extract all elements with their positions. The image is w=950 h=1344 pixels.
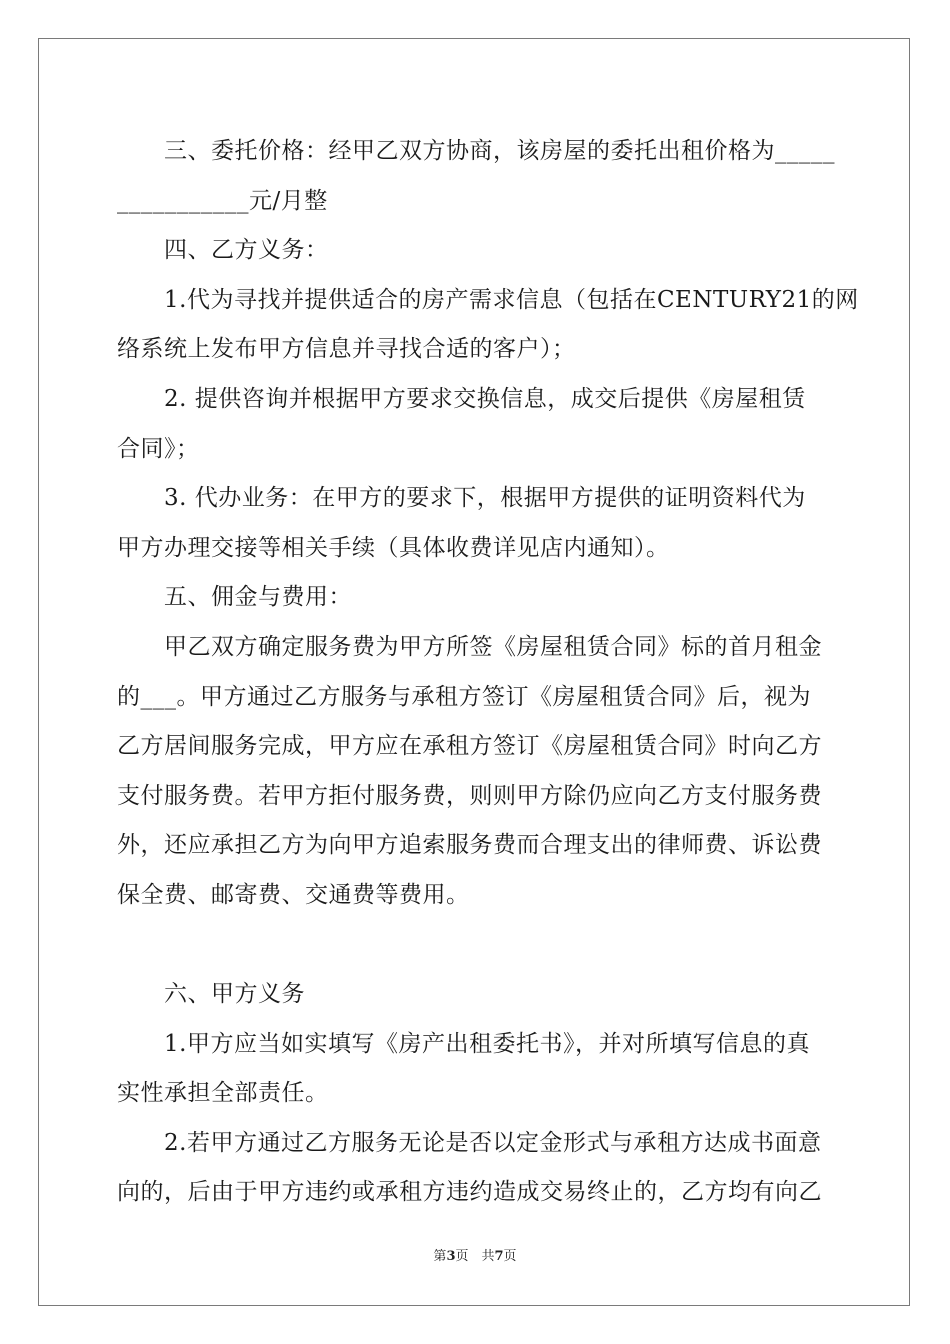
text-line: 乙方居间服务完成，甲方应在承租方签订《房屋租赁合同》时向乙方 — [117, 733, 822, 760]
text-line: 络系统上发布甲方信息并寻找合适的客户）； — [117, 336, 576, 363]
text-line: 1.甲方应当如实填写《房产出租委托书》，并对所填写信息的真 — [117, 1030, 810, 1057]
text-line: 3. 代办业务：在甲方的要求下，根据甲方提供的证明资料代为 — [117, 485, 806, 512]
text-line: 1.代为寻找并提供适合的房产需求信息（包括在CENTURY21的网 — [117, 286, 859, 313]
page-label-suffix: 页 — [503, 1249, 517, 1264]
text-line: 向的，后由于甲方违约或承租方违约造成交易终止的，乙方均有向乙 — [117, 1179, 822, 1206]
text-line: 2. 提供咨询并根据甲方要求交换信息，成交后提供《房屋租赁 — [117, 385, 806, 412]
text-line: 支付服务费。若甲方拒付服务费，则则甲方除仍应向乙方支付服务费 — [117, 782, 822, 809]
text-line: 甲方办理交接等相关手续（具体收费详见店内通知）。 — [117, 534, 670, 561]
text-line: 2.若甲方通过乙方服务无论是否以定金形式与承租方达成书面意 — [117, 1129, 822, 1156]
page-number: 3 — [446, 1249, 456, 1264]
text-line: 甲乙双方确定服务费为甲方所签《房屋租赁合同》标的首月租金 — [117, 633, 822, 660]
section-heading: 五、佣金与费用： — [117, 584, 352, 611]
text-line: 的___。甲方通过乙方服务与承租方签订《房屋租赁合同》后，视为 — [117, 683, 811, 710]
text-line: 外，还应承担乙方为向甲方追索服务费而合理支出的律师费、诉讼费 — [117, 832, 822, 859]
document-body — [117, 127, 859, 1218]
page-footer — [0, 1245, 950, 1264]
text-line: ___________元/月整 — [117, 187, 328, 214]
page-label-prefix: 第 — [433, 1249, 447, 1264]
text-line: 三、委托价格：经甲乙双方协商，该房屋的委托出租价格为_____ — [117, 138, 835, 164]
section-heading: 四、乙方义务： — [117, 237, 329, 264]
blank-line — [117, 921, 833, 971]
text-line: 实性承担全部责任。 — [117, 1080, 329, 1107]
page-label-mid: 页 共 — [455, 1249, 495, 1264]
text-line: 合同》； — [117, 435, 200, 462]
text-line: 保全费、邮寄费、交通费等费用。 — [117, 881, 470, 908]
page-total: 7 — [494, 1249, 504, 1264]
section-heading: 六、甲方义务 — [117, 981, 305, 1008]
